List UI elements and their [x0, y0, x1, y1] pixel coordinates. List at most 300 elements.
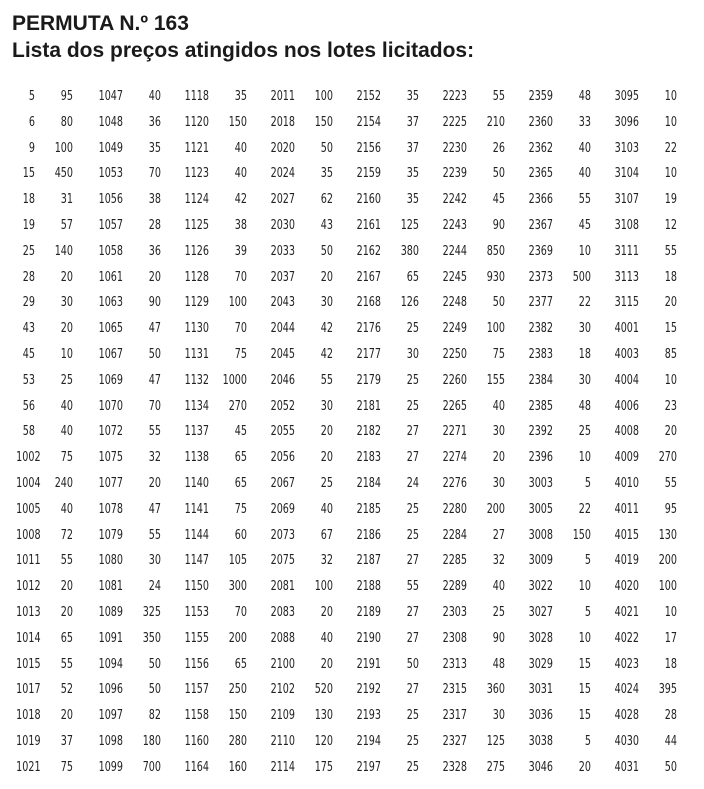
lot-number: 2276	[442, 475, 467, 491]
lot-price: 360	[486, 682, 505, 698]
lot-number: 1160	[184, 733, 209, 749]
lot-price: 25	[406, 501, 419, 517]
lot-number: 1056	[98, 192, 123, 208]
lot-price: 25	[60, 372, 73, 388]
lot-price: 125	[486, 733, 505, 749]
lot-number: 2159	[356, 166, 381, 182]
lot-price: 50	[492, 295, 505, 311]
lot-number: 2359	[528, 89, 553, 104]
lot-number: 1004	[16, 475, 41, 491]
lot-number: 1012	[16, 579, 41, 595]
lot-price: 37	[60, 733, 73, 749]
lot-price: 180	[142, 733, 161, 749]
lot-number: 3036	[528, 708, 553, 724]
lot-price: 55	[60, 553, 73, 569]
lot-number: 2154	[356, 114, 381, 130]
lot-price: 210	[486, 114, 505, 130]
lot-number: 2223	[442, 89, 467, 104]
lot-price: 40	[234, 166, 247, 182]
lot-number: 4006	[614, 398, 639, 414]
lot-price: 325	[142, 604, 161, 620]
lot-number: 1008	[16, 527, 41, 543]
lot-price: 42	[234, 192, 247, 208]
lot-price: 48	[578, 398, 591, 414]
lot-number: 3009	[528, 553, 553, 569]
lot-price: 1000	[222, 372, 247, 388]
lot-price: 130	[658, 527, 677, 543]
lot-number: 2245	[442, 269, 467, 285]
lot-number: 2073	[270, 527, 295, 543]
lot-number: 2177	[356, 346, 381, 362]
lot-number: 2366	[528, 192, 553, 208]
lot-price: 36	[148, 243, 161, 259]
lot-number: 9	[28, 140, 35, 156]
lot-price: 10	[664, 114, 677, 130]
lot-number: 4011	[614, 501, 639, 517]
lot-number: 2265	[442, 398, 467, 414]
lot-number: 1124	[184, 192, 209, 208]
lot-price: 90	[148, 295, 161, 311]
lot-number: 2377	[528, 295, 553, 311]
lot-number: 2081	[270, 579, 295, 595]
lot-price: 20	[320, 450, 333, 466]
lot-number: 2043	[270, 295, 295, 311]
lot-price: 47	[148, 501, 161, 517]
lot-price: 20	[60, 269, 73, 285]
lot-price: 40	[320, 630, 333, 646]
lot-number: 2030	[270, 217, 295, 233]
lot-number: 2193	[356, 708, 381, 724]
lot-number: 2045	[270, 346, 295, 362]
lot-number: 2069	[270, 501, 295, 517]
lot-price: 24	[406, 475, 419, 491]
lot-price: 10	[664, 166, 677, 182]
lot-price: 125	[400, 217, 419, 233]
lot-price: 395	[658, 682, 677, 698]
lot-number: 2249	[442, 321, 467, 337]
lot-price: 65	[406, 269, 419, 285]
lot-number: 2027	[270, 192, 295, 208]
lot-price: 72	[60, 527, 73, 543]
lot-price: 10	[664, 604, 677, 620]
lot-number: 2190	[356, 630, 381, 646]
lot-price: 100	[314, 89, 333, 104]
lot-price: 520	[314, 682, 333, 698]
lot-number: 1049	[98, 140, 123, 156]
lot-number: 4030	[614, 733, 639, 749]
lot-number: 2160	[356, 192, 381, 208]
lot-price: 75	[234, 501, 247, 517]
lot-price: 28	[664, 708, 677, 724]
lot-number: 4015	[614, 527, 639, 543]
lot-number: 3008	[528, 527, 553, 543]
lot-price: 15	[578, 708, 591, 724]
lot-price: 20	[578, 759, 591, 775]
lot-price: 160	[228, 759, 247, 775]
lot-number: 2182	[356, 424, 381, 440]
lot-price: 45	[234, 424, 247, 440]
lot-price: 65	[234, 450, 247, 466]
lot-number: 2328	[442, 759, 467, 775]
lot-number: 1131	[184, 346, 209, 362]
lot-number: 2162	[356, 243, 381, 259]
lot-price: 10	[60, 346, 73, 362]
lot-price: 100	[486, 321, 505, 337]
lot-number: 3095	[614, 89, 639, 104]
lot-price: 40	[492, 579, 505, 595]
lot-number: 4019	[614, 553, 639, 569]
lot-price: 65	[60, 630, 73, 646]
lot-number: 2230	[442, 140, 467, 156]
lot-price: 31	[60, 192, 73, 208]
lot-column	[591, 84, 639, 781]
price-column	[467, 84, 505, 781]
lot-price: 20	[320, 656, 333, 672]
lot-number: 1120	[184, 114, 209, 130]
lot-price: 100	[658, 579, 677, 595]
lot-price: 40	[148, 89, 161, 104]
lot-price: 20	[320, 269, 333, 285]
lot-price: 27	[492, 527, 505, 543]
lot-price: 35	[406, 89, 419, 104]
lot-price: 20	[664, 295, 677, 311]
lot-number: 2385	[528, 398, 553, 414]
lot-price: 200	[658, 553, 677, 569]
lot-price: 12	[664, 217, 677, 233]
lot-number: 4008	[614, 424, 639, 440]
lot-number: 2383	[528, 346, 553, 362]
lot-price: 250	[228, 682, 247, 698]
lot-number: 43	[22, 321, 35, 337]
lot-number: 4024	[614, 682, 639, 698]
lot-number: 1053	[98, 166, 123, 182]
lot-price: 55	[60, 656, 73, 672]
lot-price: 70	[234, 604, 247, 620]
lot-price: 18	[664, 269, 677, 285]
lot-price: 32	[320, 553, 333, 569]
lot-price: 200	[228, 630, 247, 646]
lot-price: 25	[492, 604, 505, 620]
lot-price: 55	[406, 579, 419, 595]
lot-number: 2189	[356, 604, 381, 620]
lot-number: 1126	[184, 243, 209, 259]
lot-number: 1098	[98, 733, 123, 749]
lot-price: 22	[578, 501, 591, 517]
lot-number: 1121	[184, 140, 209, 156]
lot-number: 1065	[98, 321, 123, 337]
lot-number: 1079	[98, 527, 123, 543]
price-column	[381, 84, 419, 781]
document-header	[12, 10, 474, 64]
lot-price: 30	[60, 295, 73, 311]
lot-price: 35	[406, 166, 419, 182]
lot-price: 126	[400, 295, 419, 311]
lot-price: 270	[658, 450, 677, 466]
lot-number: 1156	[184, 656, 209, 672]
lot-price: 150	[228, 708, 247, 724]
lot-number: 2396	[528, 450, 553, 466]
lot-price: 22	[578, 295, 591, 311]
lot-price: 18	[578, 346, 591, 362]
lot-price: 380	[400, 243, 419, 259]
lot-number: 2313	[442, 656, 467, 672]
lot-number: 1013	[16, 604, 41, 620]
lot-number: 1057	[98, 217, 123, 233]
lot-price: 55	[492, 89, 505, 104]
lot-price: 27	[406, 682, 419, 698]
lot-number: 1096	[98, 682, 123, 698]
lot-number: 2194	[356, 733, 381, 749]
lot-number: 3029	[528, 656, 553, 672]
lot-number: 4010	[614, 475, 639, 491]
lot-price: 44	[664, 733, 677, 749]
lot-number: 2315	[442, 682, 467, 698]
lot-price: 35	[406, 192, 419, 208]
lot-price: 30	[492, 424, 505, 440]
lot-number: 28	[22, 269, 35, 285]
lot-price: 5	[584, 604, 591, 620]
lot-price: 20	[60, 579, 73, 595]
lot-number: 1017	[16, 682, 41, 698]
lot-price: 35	[234, 89, 247, 104]
lot-price: 37	[406, 114, 419, 130]
lot-number: 5	[28, 89, 35, 104]
lot-number: 2274	[442, 450, 467, 466]
lot-number: 2102	[270, 682, 295, 698]
lot-price: 19	[664, 192, 677, 208]
lot-number: 2225	[442, 114, 467, 130]
lot-number: 2011	[270, 89, 295, 104]
lot-number: 2152	[356, 89, 381, 104]
lot-price: 35	[148, 140, 161, 156]
lot-number: 2018	[270, 114, 295, 130]
lot-price: 22	[664, 140, 677, 156]
lot-price: 150	[314, 114, 333, 130]
lot-number: 2067	[270, 475, 295, 491]
lot-number: 1069	[98, 372, 123, 388]
lot-number: 3107	[614, 192, 639, 208]
lot-price: 27	[406, 630, 419, 646]
lot-price: 43	[320, 217, 333, 233]
lot-number: 2187	[356, 553, 381, 569]
lot-number: 1077	[98, 475, 123, 491]
lot-number: 4021	[614, 604, 639, 620]
lot-price: 40	[60, 398, 73, 414]
lot-number: 3115	[614, 295, 639, 311]
lot-price: 270	[228, 398, 247, 414]
lot-number: 1137	[184, 424, 209, 440]
lot-number: 1153	[184, 604, 209, 620]
lot-number: 1018	[16, 708, 41, 724]
lot-price: 17	[664, 630, 677, 646]
lot-number: 1011	[16, 553, 41, 569]
lot-number: 2188	[356, 579, 381, 595]
lot-number: 3005	[528, 501, 553, 517]
lot-price: 27	[406, 424, 419, 440]
lot-price: 700	[142, 759, 161, 775]
lot-number: 4001	[614, 321, 639, 337]
lot-number: 2392	[528, 424, 553, 440]
price-column	[639, 84, 677, 781]
lot-price: 100	[314, 579, 333, 595]
lot-price: 38	[148, 192, 161, 208]
lot-number: 1002	[16, 450, 41, 466]
lot-price: 90	[492, 217, 505, 233]
lot-price: 30	[320, 295, 333, 311]
lot-price: 20	[60, 321, 73, 337]
lot-number: 2365	[528, 166, 553, 182]
lot-price: 62	[320, 192, 333, 208]
page-subtitle: Lista dos preços atingidos nos lotes licitados:	[12, 39, 475, 62]
lot-number: 1019	[16, 733, 41, 749]
lot-number: 1144	[184, 527, 209, 543]
lot-number: 2192	[356, 682, 381, 698]
lot-price: 27	[406, 450, 419, 466]
lot-number: 4020	[614, 579, 639, 595]
lot-number: 2289	[442, 579, 467, 595]
lot-price: 5	[584, 553, 591, 569]
lot-price: 275	[486, 759, 505, 775]
lot-number: 1147	[184, 553, 209, 569]
lot-number: 1015	[16, 656, 41, 672]
lot-number: 1021	[16, 759, 41, 775]
lot-number: 3104	[614, 166, 639, 182]
lot-price: 55	[664, 475, 677, 491]
lot-price: 47	[148, 321, 161, 337]
lot-price: 25	[406, 527, 419, 543]
lot-number: 15	[22, 166, 35, 182]
lot-price: 18	[664, 656, 677, 672]
lot-price: 25	[406, 398, 419, 414]
lot-number: 2197	[356, 759, 381, 775]
lot-number: 2303	[442, 604, 467, 620]
lot-price: 30	[578, 321, 591, 337]
lot-number: 2362	[528, 140, 553, 156]
lot-number: 2033	[270, 243, 295, 259]
lot-price: 50	[148, 682, 161, 698]
lot-number: 1078	[98, 501, 123, 517]
lot-price: 25	[406, 321, 419, 337]
lot-number: 4009	[614, 450, 639, 466]
lot-number: 1164	[184, 759, 209, 775]
lot-price: 25	[578, 424, 591, 440]
lot-number: 2156	[356, 140, 381, 156]
lot-column	[247, 84, 295, 781]
lot-number: 2075	[270, 553, 295, 569]
lot-number: 4003	[614, 346, 639, 362]
lot-price: 27	[406, 604, 419, 620]
lot-price: 40	[60, 424, 73, 440]
lot-number: 2242	[442, 192, 467, 208]
lot-number: 2248	[442, 295, 467, 311]
lot-number: 2052	[270, 398, 295, 414]
lot-price: 50	[148, 656, 161, 672]
lot-price: 20	[60, 708, 73, 724]
lot-price: 33	[578, 114, 591, 130]
lot-price: 175	[314, 759, 333, 775]
lot-number: 1128	[184, 269, 209, 285]
lot-price: 30	[406, 346, 419, 362]
lot-price: 200	[486, 501, 505, 517]
lot-price: 15	[664, 321, 677, 337]
lot-price: 10	[664, 372, 677, 388]
lot-number: 2284	[442, 527, 467, 543]
lot-price: 20	[148, 269, 161, 285]
lot-price: 40	[492, 398, 505, 414]
lot-number: 18	[22, 192, 35, 208]
lot-number: 2373	[528, 269, 553, 285]
lot-number: 1014	[16, 630, 41, 646]
lot-number: 2317	[442, 708, 467, 724]
lot-number: 1129	[184, 295, 209, 311]
lot-price: 25	[406, 708, 419, 724]
lot-price: 45	[492, 192, 505, 208]
lot-number: 1097	[98, 708, 123, 724]
lot-number: 1134	[184, 398, 209, 414]
lot-number: 2367	[528, 217, 553, 233]
lot-price: 75	[234, 346, 247, 362]
price-column	[295, 84, 333, 781]
price-list-table	[12, 84, 684, 781]
lot-number: 2184	[356, 475, 381, 491]
lot-price: 25	[320, 475, 333, 491]
price-column	[209, 84, 247, 781]
lot-number: 2110	[270, 733, 295, 749]
lot-column	[12, 84, 41, 781]
lot-price: 500	[572, 269, 591, 285]
lot-price: 350	[142, 630, 161, 646]
lot-number: 1125	[184, 217, 209, 233]
lot-number: 1138	[184, 450, 209, 466]
lot-number: 2114	[270, 759, 295, 775]
lot-number: 2109	[270, 708, 295, 724]
lot-number: 2308	[442, 630, 467, 646]
lot-number: 1063	[98, 295, 123, 311]
lot-number: 2250	[442, 346, 467, 362]
lot-number: 6	[28, 114, 35, 130]
lot-price: 40	[320, 501, 333, 517]
lot-price: 82	[148, 708, 161, 724]
lot-price: 20	[492, 450, 505, 466]
lot-number: 2100	[270, 656, 295, 672]
lot-price: 20	[320, 604, 333, 620]
lot-number: 1048	[98, 114, 123, 130]
lot-price: 30	[492, 475, 505, 491]
lot-number: 1150	[184, 579, 209, 595]
lot-number: 3046	[528, 759, 553, 775]
lot-price: 150	[572, 527, 591, 543]
lot-price: 300	[228, 579, 247, 595]
lot-number: 2271	[442, 424, 467, 440]
lot-number: 2243	[442, 217, 467, 233]
lot-number: 2167	[356, 269, 381, 285]
lot-price: 55	[148, 424, 161, 440]
lot-price: 25	[406, 372, 419, 388]
lot-price: 27	[406, 553, 419, 569]
lot-number: 2369	[528, 243, 553, 259]
lot-price: 48	[492, 656, 505, 672]
lot-price: 65	[234, 475, 247, 491]
lot-number: 2046	[270, 372, 295, 388]
lot-number: 2176	[356, 321, 381, 337]
lot-price: 50	[148, 346, 161, 362]
lot-number: 1061	[98, 269, 123, 285]
lot-number: 1072	[98, 424, 123, 440]
lot-price: 25	[406, 733, 419, 749]
lot-number: 2327	[442, 733, 467, 749]
lot-price: 10	[578, 243, 591, 259]
lot-number: 4031	[614, 759, 639, 775]
